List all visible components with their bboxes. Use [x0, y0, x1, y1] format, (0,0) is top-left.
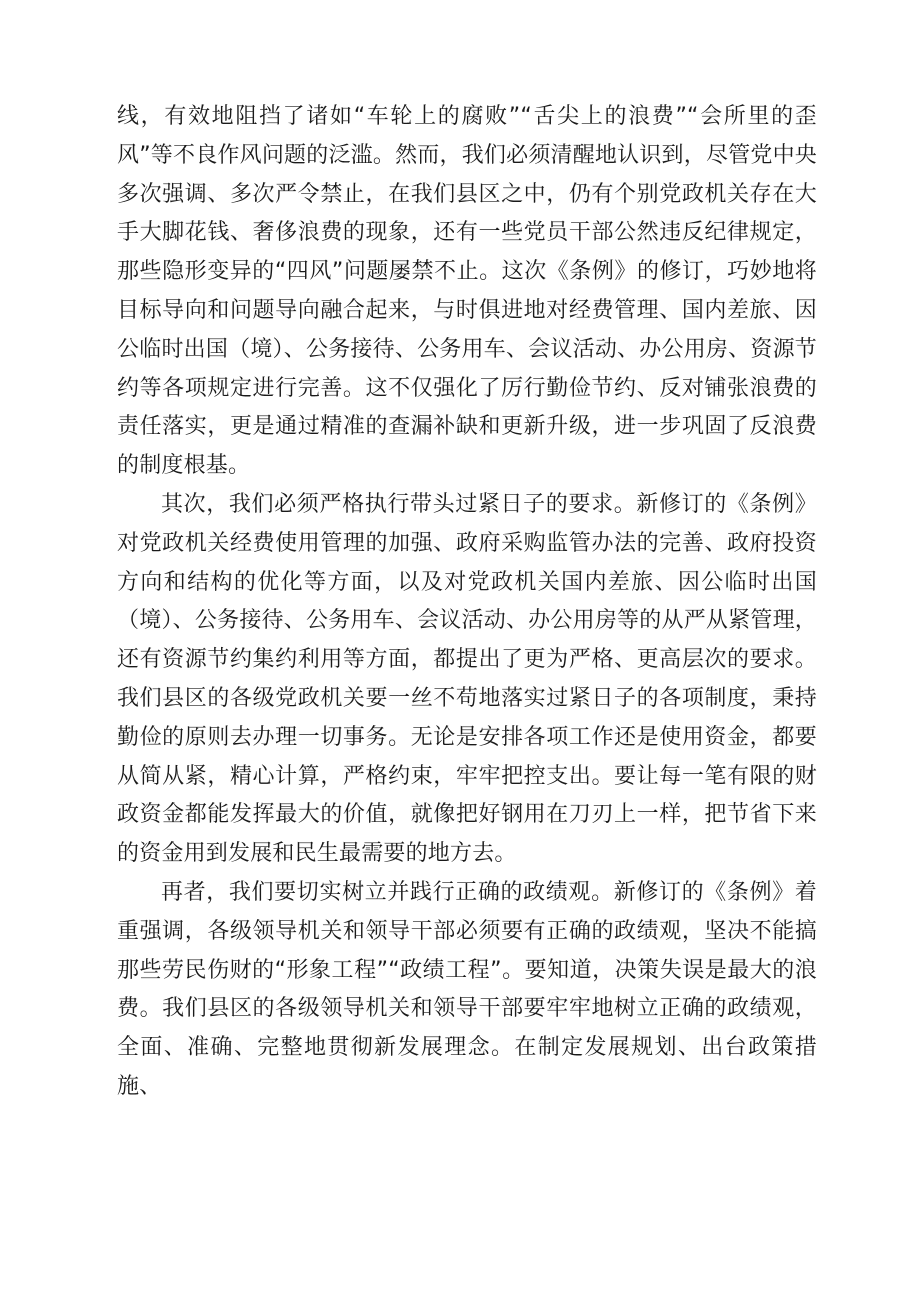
paragraph-performance-view: 再者，我们要切实树立并践行正确的政绩观。新修订的《条例》着重强调，各级领导机关和领导干部必须要有正确的政绩观，坚决不能搞那些劳民伤财的“形象工程”“政绩工程”。要知道，决策失误是最大的浪费。我们县区的各级领导机关和领导干部要牢牢地树立正确的政绩观，全面、准确、完整地贯彻新发展理念。在制定发展规划、出台政策措施、	[117, 879, 817, 1099]
document-body	[117, 98, 817, 1107]
paragraph-strict-budget: 其次，我们必须严格执行带头过紧日子的要求。新修订的《条例》对党政机关经费使用管理的加强、政府采购监管办法的完善、政府投资方向和结构的优化等方面，以及对党政机关国内差旅、因公临时出国（境）、公务接待、公务用车、会议活动、办公用房等的从严从紧管理，还有资源节约集约利用等方面，都提出了更为严格、更高层次的要求。我们县区的各级党政机关要一丝不苟地落实过紧日子的各项制度，秉持勤俭的原则去办理一切事务。无论是安排各项工作还是使用资金，都要从简从紧，精心计算，严格约束，牢牢把控支出。要让每一笔有限的财政资金都能发挥最大的价值，就像把好钢用在刀刃上一样，把节省下来的资金用到发展和民生最需要的地方去。	[117, 491, 817, 867]
paragraph-continuation: 线，有效地阻挡了诸如“车轮上的腐败”“舌尖上的浪费”“会所里的歪风”等不良作风问题的泛滥。然而，我们必须清醒地认识到，尽管党中央多次强调、多次严令禁止，在我们县区之中，仍有个别党政机关存在大手大脚花钱、奢侈浪费的现象，还有一些党员干部公然违反纪律规定，那些隐形变异的“四风”问题屡禁不止。这次《条例》的修订，巧妙地将目标导向和问题导向融合起来，与时俱进地对经费管理、国内差旅、因公临时出国（境）、公务接待、公务用车、会议活动、办公用房、资源节约等各项规定进行完善。这不仅强化了厉行勤俭节约、反对铺张浪费的责任落实，更是通过精准的查漏补缺和更新升级，进一步巩固了反浪费的制度根基。	[117, 104, 817, 479]
